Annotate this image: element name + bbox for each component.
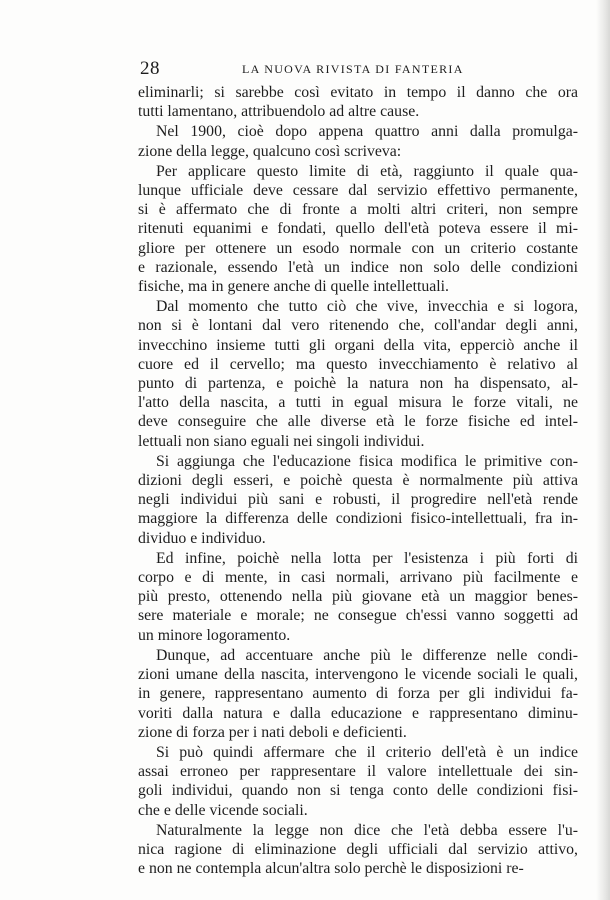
text-line: assai erroneo per rappresentare il valore intellettuale dei sin- <box>138 763 578 781</box>
text-line: più presto, ottenendo nella più giovane età un maggior benes- <box>138 588 578 606</box>
body-text <box>138 83 578 879</box>
paragraph <box>138 646 578 742</box>
text-line: lunque ufficiale deve cessare dal servizio effettivo permanente, <box>138 182 578 200</box>
text-line: Dal momento che tutto ciò che vive, invecchia e si logora, <box>156 298 578 316</box>
text-line: tutti lamentano, attribuendolo ad altre cause. <box>138 103 420 121</box>
page-edge-shadow <box>596 0 610 900</box>
paragraph <box>138 297 578 451</box>
text-line: voriti dalla natura e dalla educazione e rappresentano diminu- <box>138 704 578 722</box>
text-line: si è affermato che di fronte a molti altri criteri, non sempre <box>138 201 578 219</box>
text-line: Nel 1900, cioè dopo appena quattro anni dalla promulga- <box>156 123 578 141</box>
text-line: che e delle vicende sociali. <box>138 801 308 819</box>
text-line: in genere, rappresentano aumento di forza per gli individui fa- <box>138 685 578 703</box>
text-line: maggiore la differenza delle condizioni fisico-intellettuali, fra in- <box>138 510 578 528</box>
paragraph <box>138 122 578 160</box>
running-title: LA NUOVA RIVISTA DI FANTERIA <box>242 62 464 76</box>
paragraph <box>138 549 578 645</box>
text-line: l'atto della nascita, a tutti in egual misura le forze vitali, ne <box>138 394 578 412</box>
text-line: punto di partenza, e poichè la natura non ha dispensato, al- <box>138 375 578 393</box>
page-header <box>140 58 574 80</box>
text-line: Si può quindi affermare che il criterio dell'età è un indice <box>156 743 578 761</box>
text-line: gliore per ottenere un esodo normale con un criterio costante <box>138 239 578 257</box>
text-line: nica ragione di eliminazione degli ufficiali dal servizio attivo, <box>138 840 578 858</box>
text-line: e razionale, essendo l'età un indice non solo delle condizioni <box>138 258 578 276</box>
text-line: Naturalmente la legge non dice che l'età debba essere l'u- <box>156 821 578 839</box>
text-line: zioni umane della nascita, intervengono le vicende sociali le quali, <box>138 666 578 684</box>
text-line: ritenuti equanimi e fondati, quello dell'età poteva essere il mi- <box>138 220 578 238</box>
text-line: fisiche, ma in genere anche di quelle intellettuali. <box>138 278 449 296</box>
text-line: dividuo e individuo. <box>138 529 266 547</box>
text-line: lettuali non siano eguali nei singoli individui. <box>138 432 425 450</box>
text-line: invecchino insieme tutti gli organi della vita, epperciò anche il <box>138 336 578 354</box>
paragraph <box>138 821 578 879</box>
page-number: 28 <box>140 58 160 79</box>
text-line: e non ne contempla alcun'altra solo perchè le disposizioni re- <box>138 860 524 878</box>
text-line: zione della legge, qualcuno così scriveva: <box>138 142 402 160</box>
text-line: goli individui, quando non si tenga conto delle condizioni fisi- <box>138 782 578 800</box>
text-line: Si aggiunga che l'educazione fisica modifica le primitive con- <box>156 452 578 470</box>
text-line: cuore ed il cervello; ma questo invecchiamento è relativo al <box>138 355 578 373</box>
paragraph <box>138 452 578 548</box>
text-line: negli individui più sani e robusti, il progredire nell'età rende <box>138 491 578 509</box>
paragraph <box>138 83 578 121</box>
text-line: Ed infine, poichè nella lotta per l'esistenza i più forti di <box>156 549 578 567</box>
text-line: un minore logoramento. <box>138 626 291 644</box>
text-line: zione di forza per i nati deboli e deficienti. <box>138 723 407 741</box>
text-line: deve conseguire che alle diverse età le forze fisiche ed intel- <box>138 413 578 431</box>
text-line: sere materiale e morale; ne consegue ch'essi vanno soggetti ad <box>138 607 578 625</box>
text-line: corpo e di mente, in casi normali, arrivano più facilmente e <box>138 569 578 587</box>
text-line: non si è lontani dal vero ritenendo che, coll'andar degli anni, <box>138 317 578 335</box>
text-line: Per applicare questo limite di età, raggiunto il quale qua- <box>156 162 578 180</box>
text-line: dizioni degli esseri, e poichè questa è normalmente più attiva <box>138 472 578 490</box>
text-line: Dunque, ad accentuare anche più le differenze nelle condi- <box>156 646 578 664</box>
paragraph <box>138 162 578 296</box>
text-line: eliminarli; si sarebbe così evitato in tempo il danno che ora <box>138 84 578 101</box>
paragraph <box>138 743 578 820</box>
